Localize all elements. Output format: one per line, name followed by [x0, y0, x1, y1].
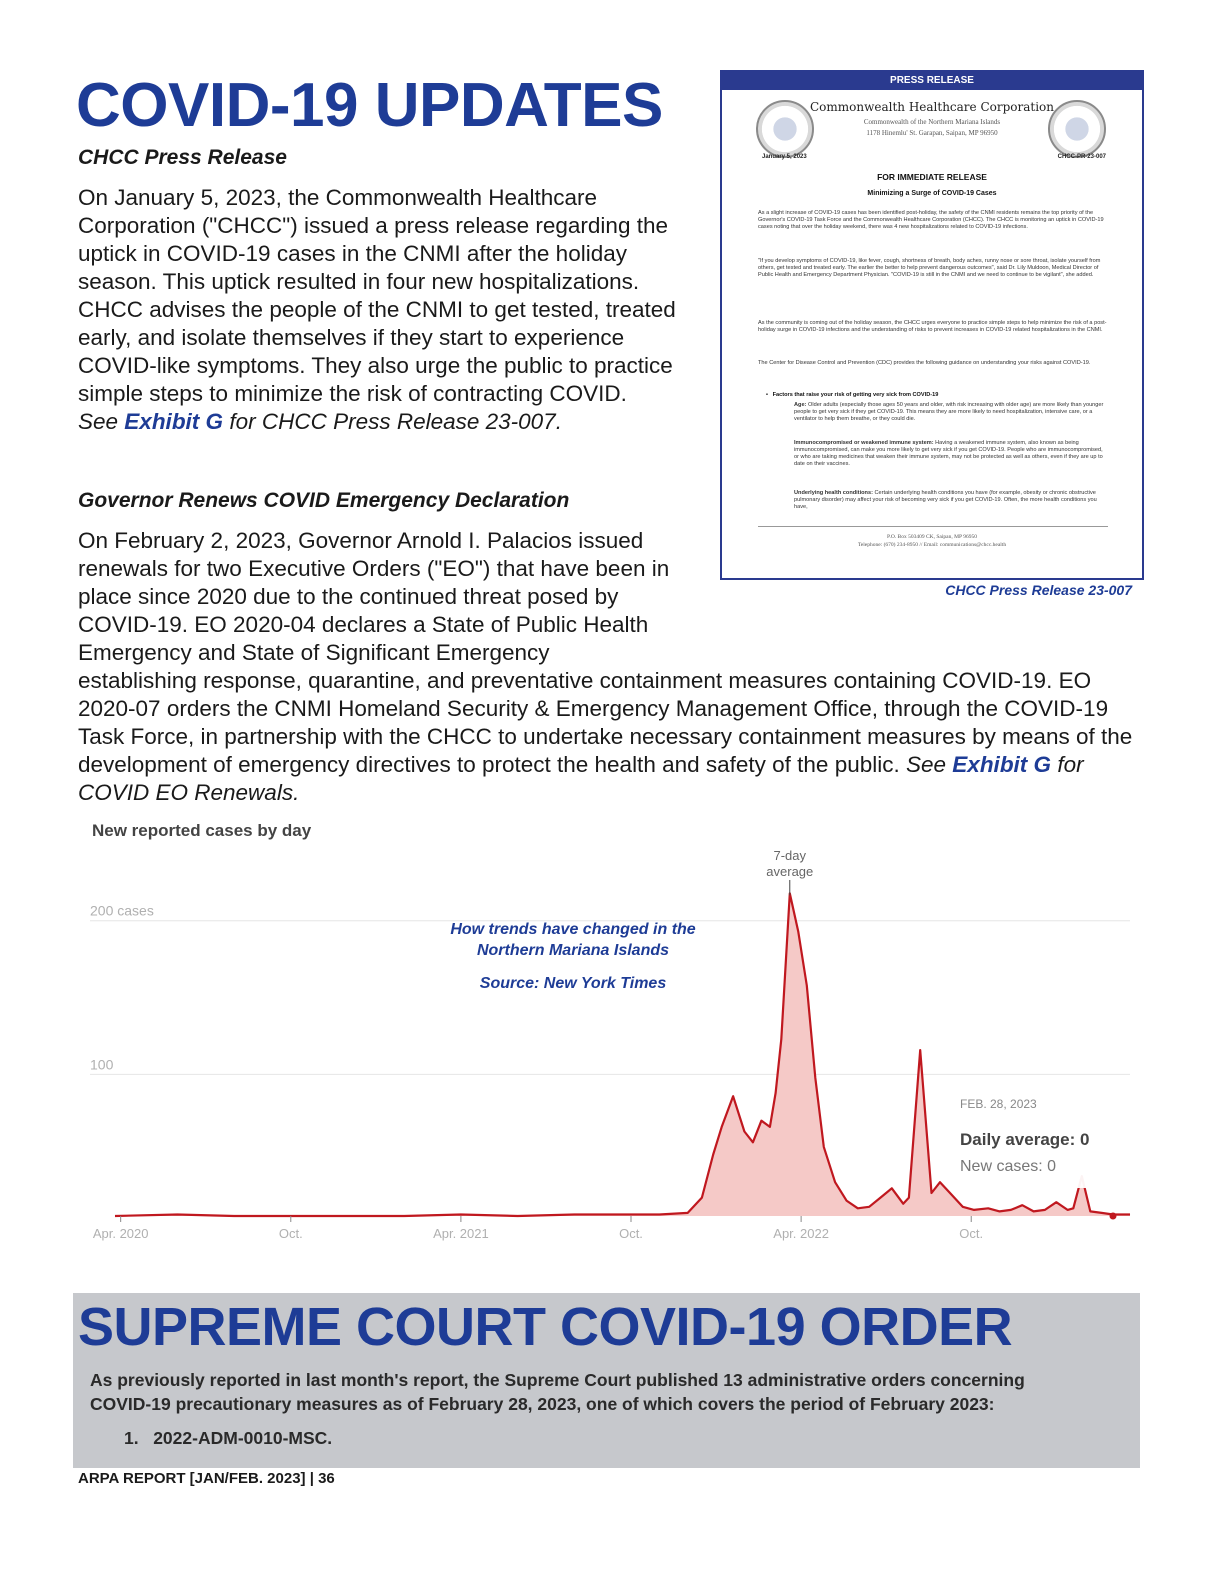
press-release-caption: CHCC Press Release 23-007	[945, 582, 1132, 598]
supreme-text-line: COVID-19 precautionary measures as of February 28, 2023, one of which covers the period of February 2023:	[90, 1394, 995, 1414]
pr-bullet-text: Factors that raise your risk of getting very sick from COVID-19	[772, 392, 939, 398]
pr-paragraph: As a slight increase of COVID-19 cases has been identified post-holiday, the safety of the CNMI residents remains the top priority of the Governor's COVID-19 Task Force and the Commonwealth Healthcare Corporation (CHCC). The CHCC is monitoring an uptick in COVID-19 cases noting that over the holiday weekend, there was 4 new hospitalizations related to COVID-19 infections.	[758, 210, 1104, 230]
tooltip-cases: New cases: 0	[960, 1158, 1057, 1175]
governor-heading: Governor Renews COVID Emergency Declaration	[78, 489, 570, 512]
pr-subitem-text: Certain underlying health conditions you have (for example, obesity or chronic obstructive pulmonary disorder) may affect your risk of becoming very sick if you get COVID-19. Often, the more health conditions you have,	[794, 490, 1097, 510]
y-tick-label: 200 cases	[90, 902, 154, 919]
chart-title: New reported cases by day	[92, 821, 312, 840]
pr-org-sub: Commonwealth of the Northern Mariana Islands	[863, 118, 1001, 126]
pr-subitem	[794, 490, 1109, 511]
pr-footer-contact: Telephone: (670) 234-8950 // Email: communications@chcc.health	[857, 542, 1007, 548]
cases-chart	[60, 818, 1140, 1258]
x-tick-label: Apr. 2021	[433, 1226, 489, 1241]
x-tick-label: Oct.	[619, 1226, 643, 1241]
see-suffix: for CHCC Press Release 23-007.	[223, 409, 562, 434]
body-line: renewals for two Executive Orders ("EO") that have been in	[78, 556, 670, 581]
pr-ref: CHCC-PR-23-007	[1057, 154, 1106, 160]
chart-note-line: Northern Mariana Islands	[476, 942, 670, 959]
press-release-header: PRESS RELEASE	[722, 72, 1142, 90]
exhibit-g-link[interactable]: Exhibit G	[952, 752, 1052, 777]
body-line	[78, 751, 1158, 779]
see-suffix: for	[1051, 752, 1084, 777]
pr-release-label: FOR IMMEDIATE RELEASE	[877, 172, 987, 182]
pr-bullet: • Factors that raise your risk of getting very sick from COVID-19	[766, 392, 939, 398]
pr-subitem-label: Underlying health conditions:	[794, 490, 873, 496]
pr-subitem-label: Immunocompromised or weakened immune system:	[794, 440, 934, 446]
item-number: 1.	[124, 1428, 139, 1448]
body-line: CHCC advises the people of the CNMI to get tested, treated	[78, 297, 676, 322]
pr-subitem	[794, 402, 1109, 423]
chart-note-line: Source: New York Times	[479, 975, 667, 992]
body-line: On January 5, 2023, the Commonwealth Healthcare	[78, 185, 598, 210]
supreme-court-text	[90, 1368, 1090, 1416]
supreme-court-title: SUPREME COURT COVID-19 ORDER	[78, 1297, 1013, 1357]
press-release-image	[720, 70, 1144, 580]
pr-subitem-text: Having a weakened immune system, also known as being immunocompromised, can make you more likely to get very sick if you get COVID-19. People who are immunocompromised, or who are taking medicines that weaken their immune system, may not be protected as well as others, even if they are up to date on their vaccines.	[794, 440, 1103, 467]
pr-org-name: Commonwealth Healthcare Corporation	[809, 100, 1055, 114]
body-line: Emergency and State of Significant Emergency	[78, 640, 550, 665]
page-footer: ARPA REPORT [JAN/FEB. 2023] | 36	[78, 1470, 335, 1487]
body-line	[78, 408, 698, 436]
page-title: COVID-19 UPDATES	[76, 71, 663, 140]
pr-paragraph: The Center for Disease Control and Prevention (CDC) provides the following guidance on understanding your risks against COVID-19.	[758, 360, 1091, 366]
pr-headline: Minimizing a Surge of COVID-19 Cases	[867, 190, 997, 197]
x-tick-label: Apr. 2020	[92, 1226, 149, 1241]
x-tick-label: Apr. 2022	[773, 1226, 829, 1241]
pr-subitem-label: Age:	[794, 402, 807, 408]
avg-annotation-label: average	[766, 864, 814, 879]
latest-point	[1109, 1213, 1116, 1220]
press-release-body	[78, 184, 698, 436]
body-line: 2020-07 orders the CNMI Homeland Security & Emergency Management Office, through the COVID-19	[78, 696, 1109, 721]
pr-footer-address: P.O. Box 503409 CK, Saipan, MP 96950	[887, 534, 977, 540]
tooltip-date: FEB. 28, 2023	[960, 1097, 1037, 1111]
chart-note-line: How trends have changed in the	[450, 921, 696, 938]
press-release-heading: CHCC Press Release	[78, 146, 287, 169]
see-text: See	[906, 752, 953, 777]
body-line: early, and isolate themselves if they start to experience	[78, 325, 625, 350]
body-line: On February 2, 2023, Governor Arnold I. Palacios issued	[78, 528, 644, 553]
pr-subitem	[794, 440, 1109, 468]
body-line: establishing response, quarantine, and preventative containment measures containing COVID-19. EO	[78, 668, 1092, 693]
chart-tooltip	[948, 1088, 1108, 1188]
exhibit-g-link[interactable]: Exhibit G	[124, 409, 224, 434]
body-line: COVID-like symptoms. They also urge the public to practice	[78, 353, 673, 378]
body-line: Task Force, in partnership with the CHCC to undertake necessary containment measures by means of the	[78, 724, 1133, 749]
supreme-order-item	[124, 1428, 332, 1449]
body-line: season. This uptick resulted in four new hospitalizations.	[78, 269, 640, 294]
x-tick-label: Oct.	[959, 1226, 984, 1241]
body-line: Corporation ("CHCC") issued a press release regarding the	[78, 213, 668, 238]
pr-org-address: 1178 Hinemlu' St. Garapan, Saipan, MP 96950	[866, 129, 998, 137]
body-line: simple steps to minimize the risk of contracting COVID.	[78, 381, 627, 406]
body-line: place since 2020 due to the continued threat posed by	[78, 584, 619, 609]
pr-date: January 5, 2023	[762, 154, 807, 160]
see-text: See	[78, 409, 125, 434]
chart-ticks	[93, 1216, 983, 1241]
pr-paragraph: As the community is coming out of the holiday season, the CHCC urges everyone to practice simple steps to help minimize the risk of a post-holiday surge in COVID-19 infections and the understanding of risks to prevent increases in COVID-19 related hospitalizations in the CNMI.	[758, 320, 1107, 333]
tooltip-average: Daily average: 0	[960, 1130, 1090, 1149]
supreme-text-line: As previously reported in last month's report, the Supreme Court published 13 administrative orders concerning	[90, 1370, 1025, 1390]
pr-paragraph: "If you develop symptoms of COVID-19, like fever, cough, shortness of breath, body aches, runny nose or sore throat, isolate yourself from others, get tested and treated early. The earlier the better to help prevent dangerous outcomes", said Dr. Lily Muldoon, Medical Director of Public Health and Emergency Department Physician. "COVID-19 is still in the CNMI and we need to continue to be vigilant", she added.	[758, 258, 1101, 278]
body-text: development of emergency directives to protect the health and safety of the public.	[78, 752, 906, 777]
avg-annotation-label: 7-day	[773, 848, 807, 863]
pr-subitem-text: Older adults (especially those ages 50 years and older, with risk increasing with older age) are more likely than younger people to get very sick if they get COVID-19. This means they are more likely to need hospitalization, intensive care, or a ventilator to help them breathe, or they could die.	[794, 402, 1104, 422]
x-tick-label: Oct.	[278, 1226, 303, 1241]
item-text: 2022-ADM-0010-MSC.	[153, 1428, 333, 1448]
y-tick-label: 100	[90, 1056, 114, 1073]
body-line: uptick in COVID-19 cases in the CNMI after the holiday	[78, 241, 627, 266]
body-line: COVID EO Renewals.	[78, 780, 300, 805]
body-line: COVID-19. EO 2020-04 declares a State of Public Health	[78, 612, 649, 637]
pr-divider	[758, 526, 1108, 527]
